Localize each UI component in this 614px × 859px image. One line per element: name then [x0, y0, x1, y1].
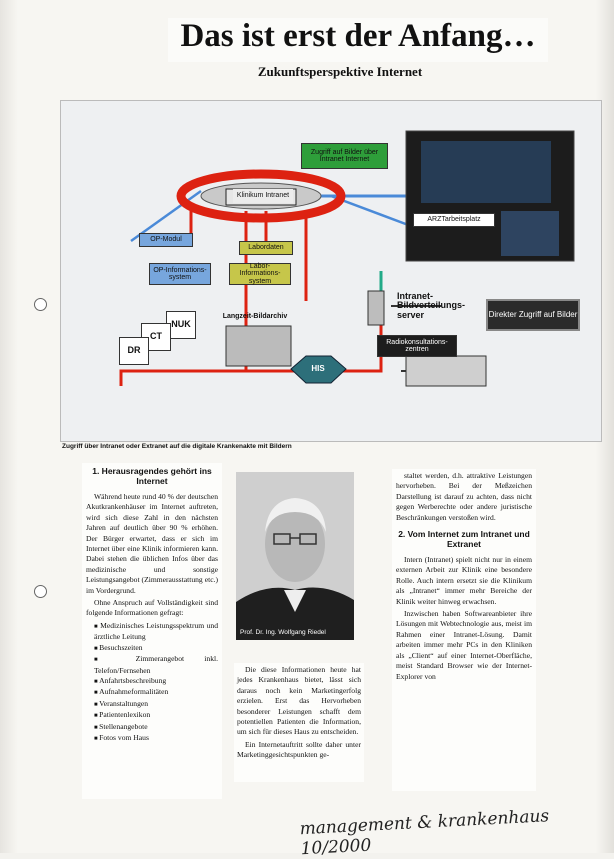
- section-1-heading: 1. Herausragendes gehört ins Internet: [92, 466, 212, 486]
- photo-caption: Prof. Dr. Ing. Wolfgang Riedel: [240, 629, 326, 636]
- list-item: ■ Patientenlexikon: [94, 710, 218, 721]
- op-modul-box: OP-Modul: [139, 233, 193, 247]
- portrait-image: [236, 472, 354, 640]
- punch-hole: [34, 585, 47, 598]
- list-item: ■ Stellenangebote: [94, 722, 218, 733]
- langzeit-label: Langzeit-Bildarchiv: [222, 313, 288, 321]
- list-item: ■ Medizinisches Leistungsspektrum und ärztliche Leitung: [94, 621, 218, 643]
- paragraph: staltet werden, d.h. attraktive Leistungen hervorheben. Bei der Meßzeichen Darstellung ist darauf zu achten, dass nicht gegen Werberechte oder andere juristische Beschränkungen verstoßen wird.: [396, 471, 532, 522]
- paragraph: Ein Internetauftritt sollte daher unter Marketinggesichtspunkten ge-: [237, 739, 361, 760]
- list-item: ■ Veranstaltungen: [94, 699, 218, 710]
- column-3: [392, 469, 536, 791]
- arzt-label: ARZTarbeitsplatz: [413, 213, 495, 227]
- figure-caption: Zugriff über Intranet oder Extranet auf die digitale Krankenakte mit Bildern: [62, 443, 292, 450]
- page-subtitle: Zukunftsperspektive Internet: [257, 64, 423, 79]
- zugriff-box: Zugriff auf Bilder über Intranet Internet: [301, 143, 388, 169]
- paragraph: Ohne Anspruch auf Vollständigkeit sind folgende Informationen gefragt:: [86, 598, 218, 618]
- punch-hole: [34, 298, 47, 311]
- dr-box: DR: [119, 337, 149, 365]
- column-2: [234, 663, 364, 782]
- labor-box: Labordaten: [239, 241, 293, 255]
- list-item: ■ Zimmerangebot inkl. Telefon/Fernsehen: [94, 654, 218, 676]
- column-1: [82, 463, 222, 799]
- direkter-zugriff-box: Direkter Zugriff auf Bilder: [486, 299, 580, 331]
- paragraph: Inzwischen haben Softwareanbieter ihre Lösungen mit Webtechnologie aus, meist im Rahmen einer Intranet-Lösung. Damit arbeiten immer mehr PCs in den Kliniken als „Client“ auf einer Internet-Oberfläche, meist Standard Browser wie der Internet-Explorer von: [396, 609, 532, 681]
- network-diagram: [60, 100, 602, 442]
- list-item: ■ Fotos vom Haus: [94, 733, 218, 744]
- section-2-heading: 2. Vom Internet zum Intranet und Extranet: [398, 529, 530, 550]
- op-info-box: OP-Informations-system: [149, 263, 211, 285]
- paragraph: Während heute rund 40 % der deutschen Akutkrankenhäuser im Internet auftreten, wird sich diese Zahl in den nächsten Jahren auf deutlich über 90 % erhöhen. Der Bürger erwartet, dass er sich im Internet über eine Klinik informieren kann. Dabei stehen die üblichen Infos über das medizinische und sonstige Leistungsangebot (Zimmerausstattung etc.) im Vordergrund.: [86, 492, 218, 595]
- his-label: HIS: [311, 363, 325, 373]
- ct-box: CT: [141, 323, 171, 351]
- handwritten-source-note: management & krankenhaus 10/2000: [299, 806, 550, 859]
- server-label: Intranet-Bildverteilungs-server: [397, 290, 466, 320]
- list-item: ■ Besuchszeiten: [94, 643, 218, 654]
- paragraph: Die diese Informationen heute hat jedes Krankenhaus bietet, lässt sich daraus noch kein Marketingerfolg erzielen. Erst das Hervorheben besonderer Leistungen schafft dem potentiellen Patienten die Information, um sich für dieses Haus zu entscheiden.: [237, 665, 361, 737]
- info-list: [86, 621, 218, 744]
- page-title: Das ist erst der Anfang…: [168, 18, 548, 62]
- list-item: ■ Anfahrtsbeschreibung: [94, 676, 218, 687]
- paragraph: Intern (Intranet) spielt nicht nur in einem externen Arbeit zur Klinik eine besondere Rolle. Auch intern ersetzt sie die Klinikum als „Intranet“ immer mehr Bereiche der Klinik weiter hinweg erwachsen.: [396, 555, 532, 606]
- portrait-photo: [236, 472, 354, 640]
- labor-info-box: Labor-Informations-system: [229, 263, 291, 285]
- list-item: ■ Aufnahmeformalitäten: [94, 687, 218, 698]
- clinic-center-label: Klinikum Intranet: [233, 189, 293, 203]
- radio-box: Radiokonsultations-zentren: [377, 335, 457, 357]
- nuk-box: NUK: [166, 311, 196, 339]
